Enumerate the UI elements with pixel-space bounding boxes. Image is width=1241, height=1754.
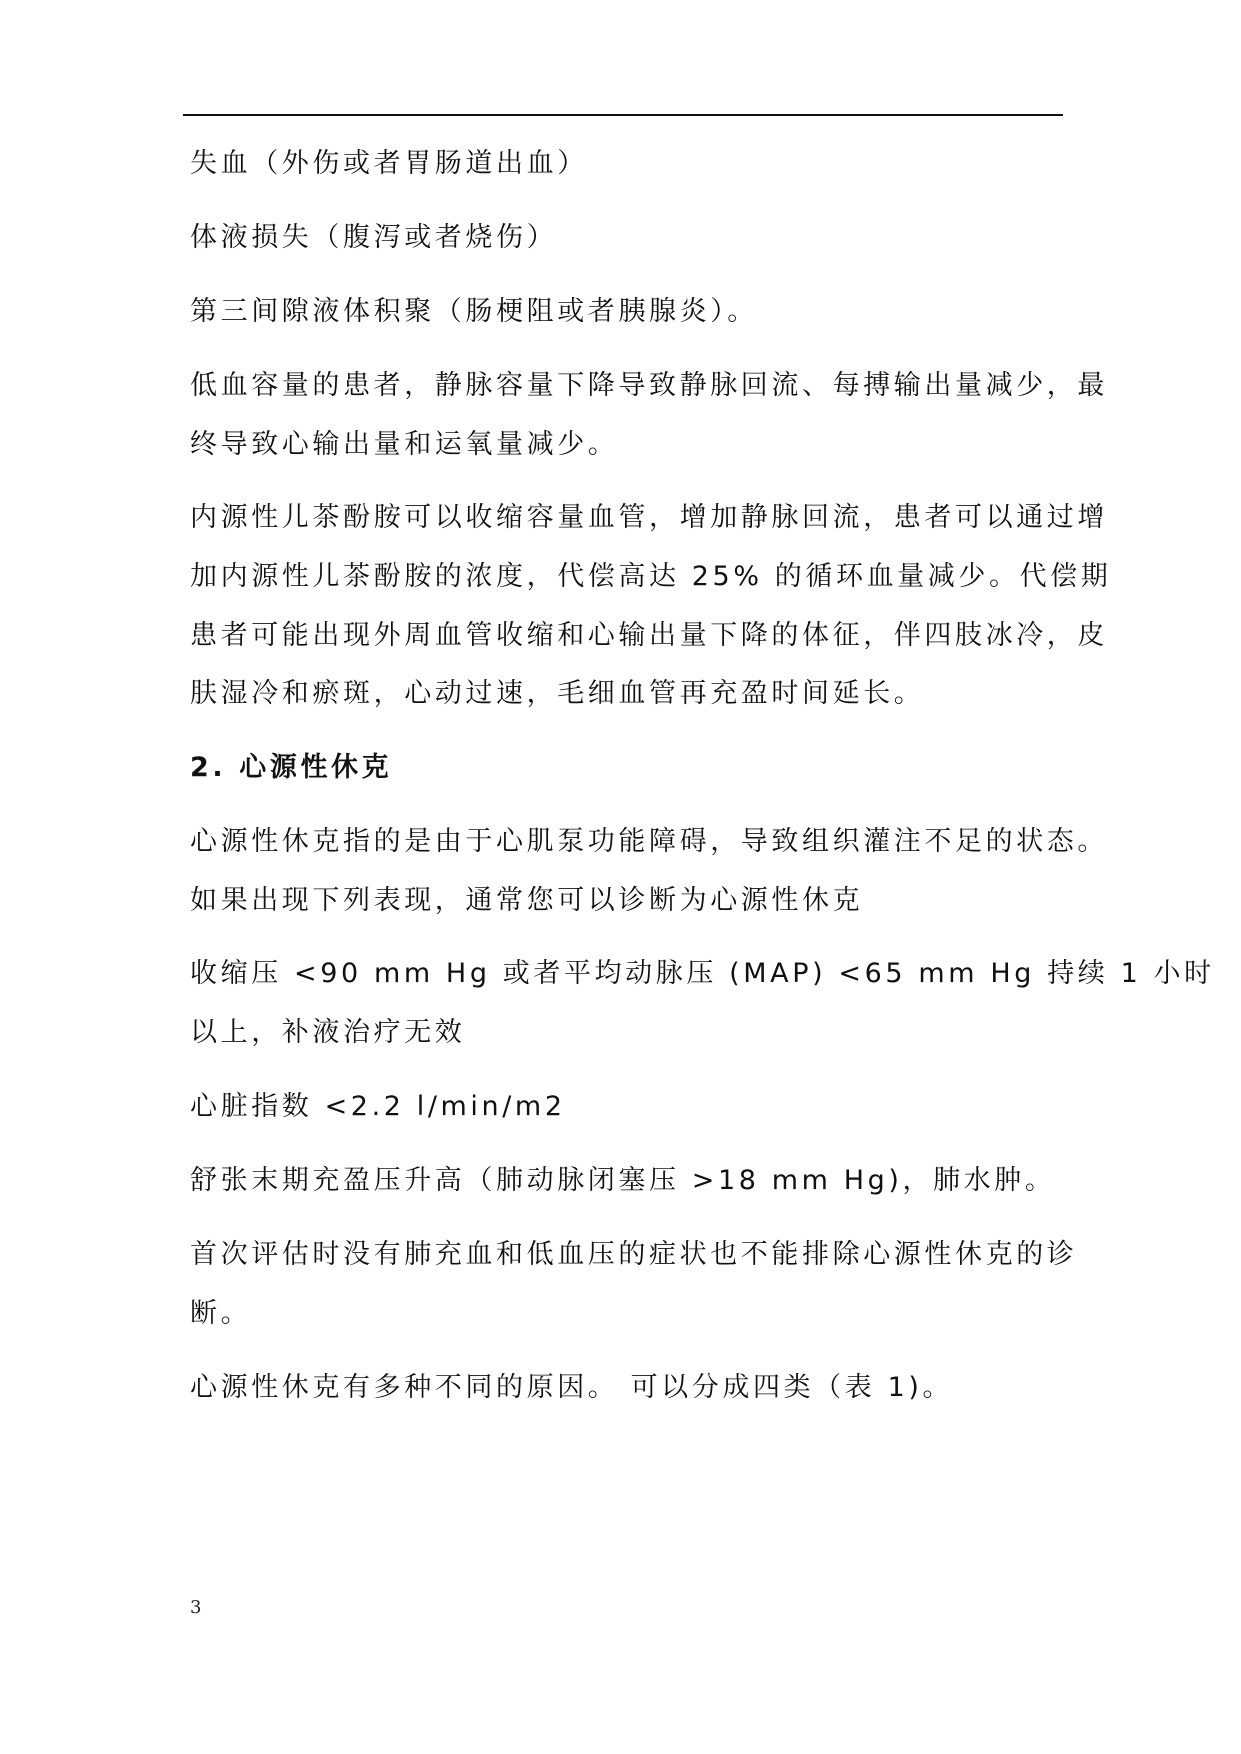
text-line: 低血容量的患者，静脉容量下降导致静脉回流、每搏输出量减少，最 — [190, 370, 1108, 401]
text-line: 第三间隙液体积聚（肠梗阻或者胰腺炎）。 — [190, 296, 758, 327]
text-line: 如果出现下列表现，通常您可以诊断为心源性休克 — [190, 885, 864, 916]
text-line: 心脏指数 <2.2 l/min/m2 — [190, 1091, 566, 1122]
header-rule — [183, 114, 1063, 116]
text-line: 以上，补液治疗无效 — [190, 1017, 466, 1048]
text-line: 首次评估时没有肺充血和低血压的症状也不能排除心源性休克的诊 — [190, 1239, 1078, 1270]
text-line: 心源性休克有多种不同的原因。 可以分成四类（表 1)。 — [190, 1372, 954, 1403]
section-heading: 2. 心源性休克 — [190, 752, 393, 783]
text-line: 失血（外伤或者胃肠道出血） — [190, 148, 588, 179]
text-line: 舒张末期充盈压升高（肺动脉闭塞压 >18 mm Hg)，肺水肿。 — [190, 1165, 1056, 1196]
text-line: 内源性儿茶酚胺可以收缩容量血管，增加静脉回流，患者可以通过增 — [190, 502, 1108, 533]
text-line: 患者可能出现外周血管收缩和心输出量下降的体征，伴四肢冰冷，皮 — [190, 620, 1108, 651]
text-line: 终导致心输出量和运氧量减少。 — [190, 429, 619, 460]
text-line: 心源性休克指的是由于心肌泵功能障碍，导致组织灌注不足的状态。 — [190, 826, 1108, 857]
page-number: 3 — [190, 1597, 202, 1618]
text-line: 收缩压 <90 mm Hg 或者平均动脉压 (MAP) <65 mm Hg 持续 1 小时 — [190, 958, 1215, 989]
text-line: 体液损失（腹泻或者烧伤） — [190, 222, 558, 253]
text-line: 断。 — [190, 1298, 252, 1329]
text-line: 加内源性儿茶酚胺的浓度，代偿高达 25% 的循环血量减少。代偿期 — [190, 561, 1112, 592]
text-line: 肤湿冷和瘀斑，心动过速，毛细血管再充盈时间延长。 — [190, 678, 925, 709]
